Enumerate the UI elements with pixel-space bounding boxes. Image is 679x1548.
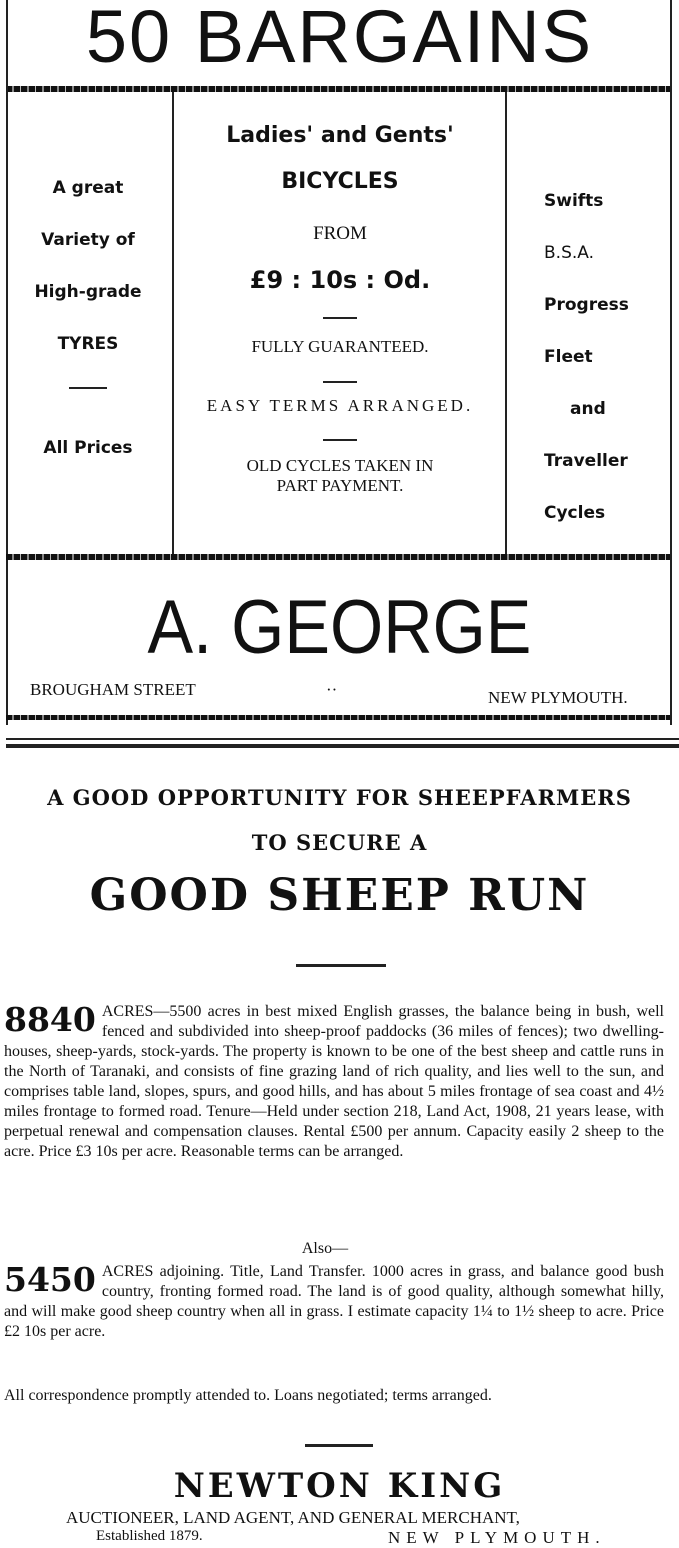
border-right — [670, 0, 672, 725]
guarantee: FULLY GUARANTEED. — [251, 337, 429, 356]
separator-dots: ·· — [326, 680, 338, 699]
column-divider — [505, 92, 507, 554]
tyres-line: TYRES — [57, 334, 119, 354]
sheep-heading-2: TO SECURE A — [251, 830, 428, 855]
divider — [296, 964, 386, 967]
column-divider — [172, 92, 174, 554]
brands-column — [510, 188, 670, 552]
trade-in: OLD CYCLES TAKEN IN — [246, 456, 434, 475]
lot-2-acres: 5450 — [4, 1260, 96, 1299]
sheep-heading-3: GOOD SHEEP RUN — [89, 870, 590, 921]
tyres-line: Variety of — [41, 230, 135, 250]
tyres-line: A great — [52, 178, 124, 198]
rule — [6, 744, 679, 748]
headline: 50 BARGAINS — [85, 0, 594, 78]
agent-name: NEWTON KING — [173, 1466, 506, 1506]
merchant-name: A. GEORGE — [147, 585, 532, 670]
rule — [6, 86, 670, 92]
rule — [6, 715, 670, 720]
lot-2 — [4, 1262, 664, 1342]
bicycles-line: Ladies' and Gents' — [226, 123, 454, 148]
tyres-line: All Prices — [43, 438, 133, 458]
divider — [305, 1444, 373, 1447]
price: £9 : 10s : Od. — [249, 266, 431, 294]
brand-line: B.S.A. — [544, 243, 594, 263]
sheep-heading-1: A GOOD OPPORTUNITY FOR SHEEPFARMERS — [47, 785, 632, 810]
town: NEW PLYMOUTH. — [488, 688, 628, 707]
brand-line: Progress — [544, 295, 629, 315]
rule — [6, 738, 679, 740]
trade-in: PART PAYMENT. — [276, 476, 404, 495]
bicycles-line: BICYCLES — [281, 169, 399, 194]
divider — [175, 368, 505, 386]
divider — [175, 304, 505, 326]
street: BROUGHAM STREET — [30, 680, 196, 699]
lot-2-text: ACRES adjoining. Title, Land Transfer. 1000 acres in grass, and balance good bush country, fronting formed road. The land is of good quality, although somewhat hilly, and will make good sheep country when all in grass. I estimate capacity 1¼ to 1½ sheep to acre. Price £2 10s per acre. — [4, 1263, 664, 1340]
agent-town: NEW PLYMOUTH. — [388, 1528, 606, 1547]
brand-line: and — [570, 399, 606, 419]
established: Established 1879. — [96, 1528, 203, 1544]
brand-line: Swifts — [544, 191, 604, 211]
lot-1 — [4, 1002, 664, 1162]
divider — [175, 426, 505, 456]
correspondence-note: All correspondence promptly attended to. Loans negotiated; terms arranged. — [4, 1387, 492, 1404]
divider — [8, 383, 168, 435]
rule — [6, 554, 670, 560]
brand-line: Fleet — [544, 347, 593, 367]
terms: EASY TERMS ARRANGED. — [206, 396, 474, 415]
also-label: Also— — [301, 1240, 349, 1257]
bicycles-line: FROM — [313, 223, 367, 244]
brand-line: Cycles — [544, 503, 606, 523]
lot-1-text: ACRES—5500 acres in best mixed English grasses, the balance being in bush, well fenced and subdivided into sheep-proof paddocks (36 miles of fences); two dwelling-houses, sheep-yards, stock-yards. The property is known to be one of the best sheep and cattle runs in the North of Taranaki, and consists of fine grazing land of rich quality, and lies well to the sun, and comprises table land, slopes, spurs, and good hills, and has about 5 miles frontage of sea coast and 4½ miles frontage to formed road. Tenure—Held under section 218, Land Act, 1908, 21 years lease, with perpetual renewal and compensation clauses. Rental £500 per annum. Capacity easily 2 sheep to the acre. Price £3 10s per acre. Reasonable terms can be arranged. — [4, 1003, 664, 1160]
tyres-column — [8, 175, 168, 487]
brand-line: Traveller — [544, 451, 628, 471]
bicycles-column — [175, 116, 505, 496]
agent-description: AUCTIONEER, LAND AGENT, AND GENERAL MERCHANT, — [66, 1508, 520, 1527]
lot-1-acres: 8840 — [4, 1000, 96, 1039]
tyres-line: High-grade — [34, 282, 142, 302]
